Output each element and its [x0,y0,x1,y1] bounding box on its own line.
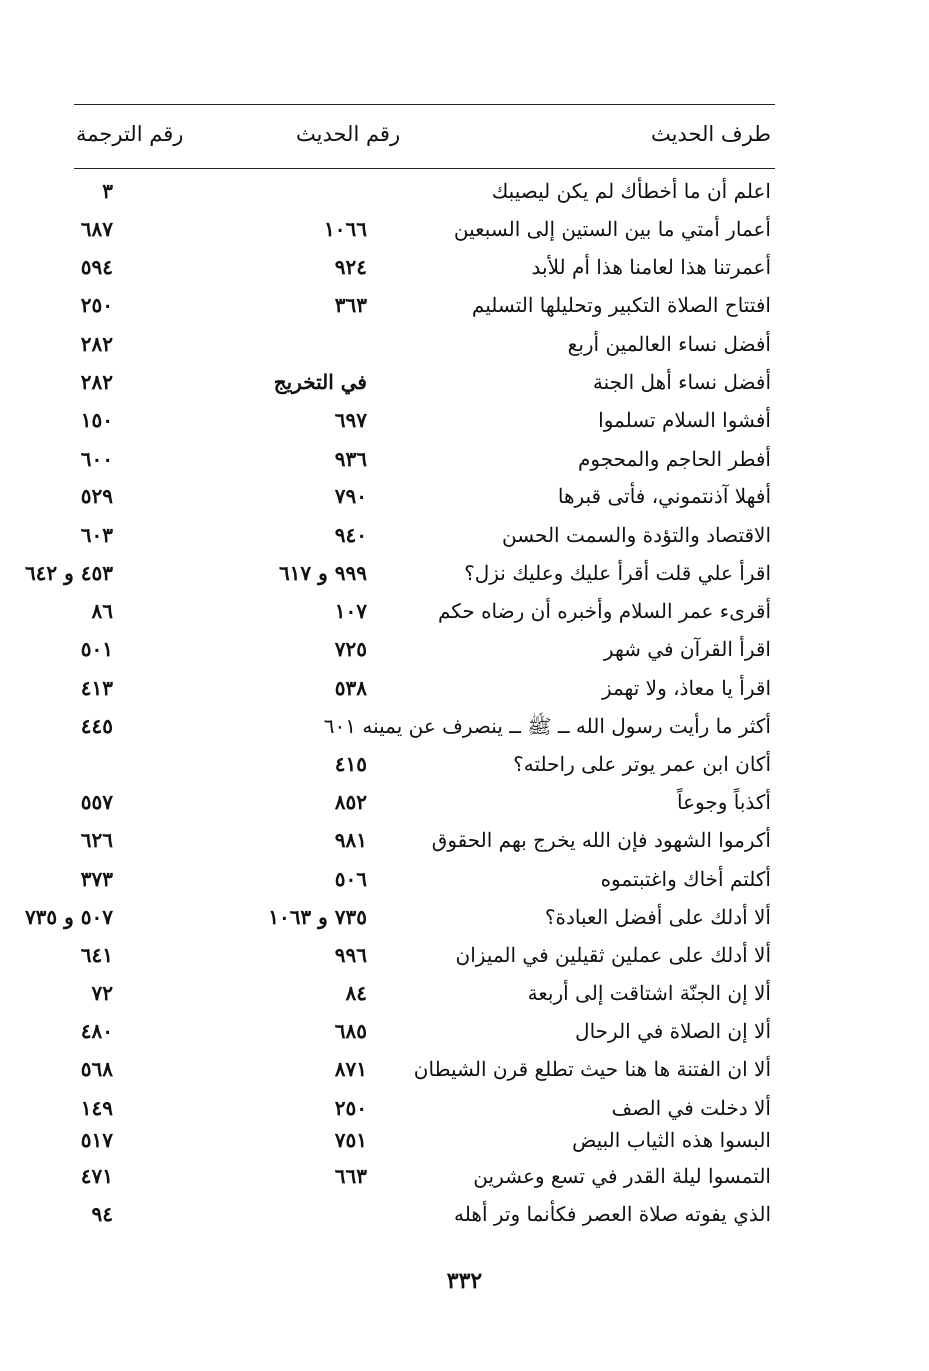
table-row [0,630,929,668]
translation-number: ٥٥٧ [80,790,113,814]
hadith-text: أفضل نساء أهل الجنة [592,370,771,394]
table-row [0,1050,929,1088]
hadith-text: التمسوا ليلة القدر في تسع وعشرين [473,1164,771,1188]
translation-number: ٥٠٧ و ٧٣٥ [24,905,113,929]
table-row [0,707,929,745]
hadith-number: ٧٢٥ [334,637,367,661]
translation-number: ٢٨٢ [80,332,113,356]
hadith-number: ٦٩٧ [334,408,367,432]
hadith-text: أكذباً وجوعاً [677,790,771,814]
hadith-number: ٢٥٠ [334,1096,367,1120]
table-row [0,325,929,363]
translation-number: ٤٨٠ [80,1019,113,1043]
table-row [0,860,929,898]
table-row [0,936,929,974]
hadith-number: ١٠٧ [334,599,367,623]
hadith-text: ألا أدلك على أفضل العبادة؟ [544,905,771,929]
hadith-number: ٩٩٩ و ٦١٧ [278,561,367,585]
hadith-text: أكان ابن عمر يوتر على راحلته؟ [513,752,771,776]
table-row [0,898,929,936]
hadith-number: ٩٢٤ [334,255,367,279]
table-row [0,401,929,439]
hadith-text: أعمار أمتي ما بين الستين إلى السبعين [453,217,771,241]
hadith-number: ٧٣٥ و ١٠٦٣ [268,905,367,929]
translation-number: ٥٩٤ [80,255,113,279]
translation-number: ٨٦ [91,599,113,623]
hadith-text: اعلم أن ما أخطأك لم يكن ليصيبك [491,179,771,203]
table-row [0,592,929,630]
hadith-text: أكرموا الشهود فإن الله يخرج بهم الحقوق [431,828,771,852]
hadith-text: أكثر ما رأيت رسول الله ــ ﷺ ــ ينصرف عن يمينه ٦٠١ [323,714,771,738]
translation-number: ٦٠٠ [80,447,113,471]
hadith-number: ٨٤ [345,981,367,1005]
hadith-number: ٧٥١ [334,1128,367,1152]
hadith-text: ألا أدلك على عملين ثقيلين في الميزان [455,943,771,967]
hadith-text: ألا دخلت في الصف [611,1096,771,1120]
table-row [0,172,929,210]
hadith-text: ألا إن الصلاة في الرحال [575,1019,771,1043]
hadith-text: أفشوا السلام تسلموا [598,408,771,432]
translation-number: ٧٢ [91,981,113,1005]
hadith-text: أقرىء عمر السلام وأخبره أن رضاه حكم [438,599,771,623]
table-row [0,363,929,401]
header-translation-number: رقم الترجمة [76,122,184,146]
translation-number: ٤٧١ [80,1164,113,1188]
hadith-text: الاقتصاد والتؤدة والسمت الحسن [501,523,771,547]
page-number: ٣٣٢ [446,1268,483,1294]
translation-number: ٣ [102,179,113,203]
hadith-text: الذي يفوته صلاة العصر فكأنما وتر أهله [454,1202,771,1226]
table-row [0,1012,929,1050]
hadith-text: أعمرتنا هذا لعامنا هذا أم للأبد [531,255,771,279]
hadith-number: ٩٣٦ [334,447,367,471]
hadith-text: ألا إن الجنّة اشتاقت إلى أربعة [527,981,771,1005]
table-row [0,1121,929,1159]
table-row [0,783,929,821]
translation-number: ٥٦٨ [80,1057,113,1081]
hadith-text: البسوا هذه الثياب البيض [572,1128,771,1152]
translation-number: ٥٢٩ [80,484,113,508]
table-row [0,440,929,478]
hadith-number: ٨٥٢ [334,790,367,814]
table-row [0,821,929,859]
hadith-text: اقرأ علي قلت أقرأ عليك وعليك نزل؟ [464,561,771,585]
table-row [0,248,929,286]
hadith-text: افتتاح الصلاة التكبير وتحليلها التسليم [471,293,771,317]
hadith-number: ٤١٥ [334,752,367,776]
table-row [0,974,929,1012]
hadith-number: ٩٨١ [334,828,367,852]
table-row [0,1157,929,1195]
table-row [0,477,929,515]
translation-number: ٤٥٣ و ٦٤٢ [24,561,113,585]
hadith-number: ٧٩٠ [334,484,367,508]
translation-number: ٦٢٦ [80,828,113,852]
table-row [0,745,929,783]
table-row [0,554,929,592]
hadith-text: أفطر الحاجم والمحجوم [577,447,771,471]
hadith-number: ٥٣٨ [334,676,367,700]
translation-number: ٦٠٣ [80,523,113,547]
hadith-number: ٦٦٣ [334,1164,367,1188]
top-rule [74,104,775,105]
translation-number: ٥٠١ [80,637,113,661]
translation-number: ٩٤ [91,1202,113,1226]
hadith-text: اقرأ القرآن في شهر [603,637,771,661]
table-row [0,286,929,324]
translation-number: ٢٥٠ [80,293,113,317]
table-row [0,210,929,248]
hadith-number: ٣٦٣ [334,293,367,317]
hadith-number: في التخريج [273,370,367,394]
translation-number: ٤١٣ [80,676,113,700]
header-hadith: طرف الحديث [650,122,771,146]
table-row [0,1195,929,1233]
translation-number: ٣٧٣ [80,867,113,891]
hadith-text: ألا ان الفتنة ها هنا حيث تطلع قرن الشيطان [413,1057,771,1081]
hadith-number: ٩٩٦ [334,943,367,967]
translation-number: ١٤٩ [80,1096,113,1120]
hadith-number: ٨٧١ [334,1057,367,1081]
hadith-text: أفهلا آذنتموني، فأتى قبرها [557,484,771,508]
hadith-text: اقرأ يا معاذ، ولا تهمز [601,676,771,700]
table-row [0,669,929,707]
hadith-number: ١٠٦٦ [324,217,367,241]
translation-number: ٦٨٧ [80,217,113,241]
hadith-number: ٥٠٦ [334,867,367,891]
translation-number: ٦٤١ [80,943,113,967]
hadith-number: ٦٨٥ [334,1019,367,1043]
translation-number: ٢٨٢ [80,370,113,394]
translation-number: ٥١٧ [80,1128,113,1152]
header-hadith-number: رقم الحديث [296,122,401,146]
table-row [0,516,929,554]
header-rule [74,168,775,169]
translation-number: ١٥٠ [80,408,113,432]
hadith-text: أفضل نساء العالمين أربع [567,332,771,356]
hadith-number: ٩٤٠ [334,523,367,547]
hadith-text: أكلتم أخاك واغتبتموه [600,867,771,891]
translation-number: ٤٤٥ [80,714,113,738]
